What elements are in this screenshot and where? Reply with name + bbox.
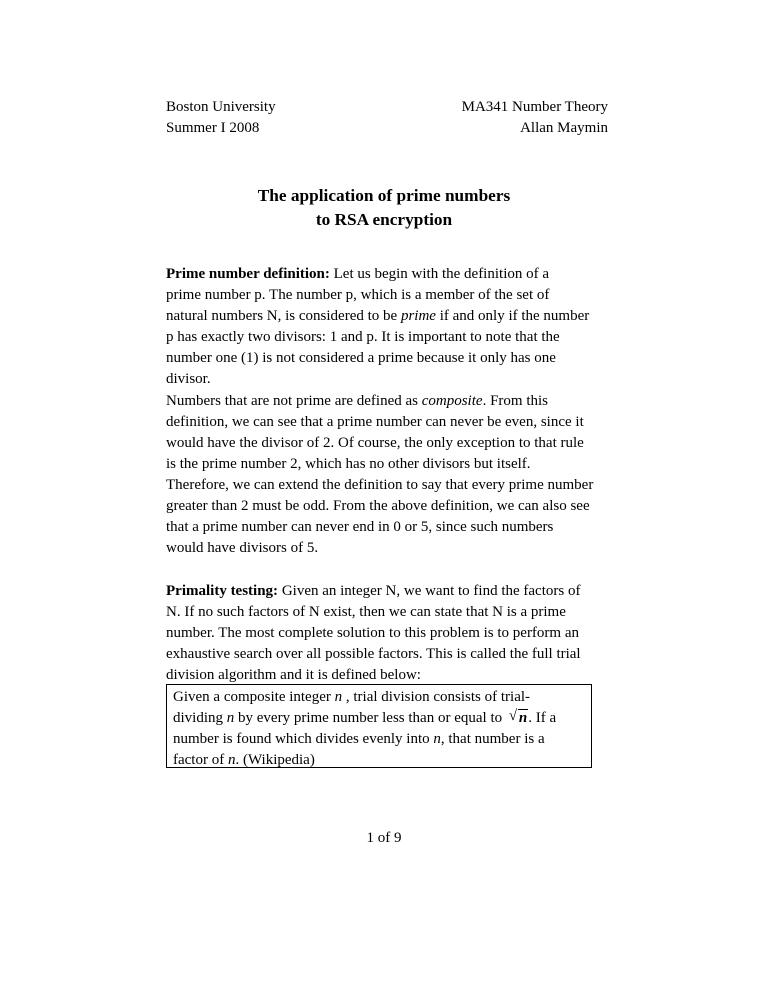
text-line: Given an integer N, we want to find the factors of — [281, 583, 581, 599]
box-text: number is found which divides evenly into — [173, 731, 434, 747]
institution-name: Boston University — [166, 99, 276, 115]
box-line — [173, 687, 591, 708]
paragraph-primality-testing — [166, 581, 581, 686]
header-left — [166, 97, 276, 139]
header-right — [426, 97, 608, 139]
section-heading: Primality testing: — [166, 583, 279, 599]
text-line: Therefore, we can extend the definition to say that every prime number — [166, 477, 594, 493]
box-text: dividing — [173, 710, 227, 726]
paragraph-composite — [166, 391, 593, 559]
course-name: MA341 Number Theory — [461, 99, 608, 115]
variable-n: n — [226, 710, 235, 726]
box-text: , that number is a — [440, 731, 545, 747]
text-line: prime number p. The number p, which is a member of the set of — [166, 287, 550, 303]
text-line: exhaustive search over all possible factors. This is called the full trial — [166, 646, 581, 662]
box-text: factor of — [173, 752, 228, 768]
text-line: Let us begin with the definition of a — [333, 266, 550, 282]
page-number: 1 of 9 — [366, 830, 402, 846]
title-line-1: The application of prime numbers — [257, 186, 511, 205]
text-line: that a prime number can never end in 0 or 5, since such numbers — [166, 519, 554, 535]
text-line: p has exactly two divisors: 1 and p. It is important to note that the — [166, 329, 560, 345]
text-line: is the prime number 2, which has no other divisors but itself. — [166, 456, 531, 472]
radicand: n — [518, 710, 528, 726]
text-line: Numbers that are not prime are defined as — [166, 393, 422, 409]
text-line: division algorithm and it is defined below: — [166, 667, 421, 683]
text-line: divisor. — [166, 371, 211, 387]
paragraph-prime-definition — [166, 264, 589, 390]
emphasis-term: composite — [421, 393, 483, 409]
text-line: if and only if the number — [435, 308, 590, 324]
author-name: Allan Maymin — [520, 120, 608, 136]
box-text: . If a — [528, 710, 557, 726]
text-line: would have the divisor of 2. Of course, the only exception to that rule — [166, 435, 584, 451]
variable-n: n — [433, 731, 441, 747]
box-text: Given a composite integer — [173, 689, 335, 705]
section-heading: Prime number definition: — [166, 266, 330, 282]
text-line: greater than 2 must be odd. From the above definition, we can also see — [166, 498, 590, 514]
box-text: , trial division consists of trial- — [342, 689, 531, 705]
text-line: definition, we can see that a prime number can never be even, since it — [166, 414, 584, 430]
text-line: number. The most complete solution to this problem is to perform an — [166, 625, 579, 641]
emphasis-term: prime — [400, 308, 436, 324]
trial-division-definition-box — [166, 684, 592, 768]
title-line-2: to RSA encryption — [315, 210, 453, 229]
variable-n: n — [334, 689, 343, 705]
square-root-n — [509, 708, 528, 729]
box-text: by every prime number less than or equal to — [234, 710, 506, 726]
text-line: natural numbers N, is considered to be — [166, 308, 401, 324]
box-line — [173, 750, 591, 771]
text-line: . From this — [482, 393, 548, 409]
document-title — [0, 184, 768, 232]
variable-n: n — [227, 752, 236, 768]
box-line — [173, 729, 591, 750]
box-text: . (Wikipedia) — [235, 752, 315, 768]
term-label: Summer I 2008 — [166, 120, 260, 136]
text-line: N. If no such factors of N exist, then we can state that N is a prime — [166, 604, 566, 620]
text-line: number one (1) is not considered a prime because it only has one — [166, 350, 556, 366]
text-line: would have divisors of 5. — [166, 540, 319, 556]
box-line — [173, 708, 591, 729]
radical-sign-icon: √ — [508, 708, 518, 724]
